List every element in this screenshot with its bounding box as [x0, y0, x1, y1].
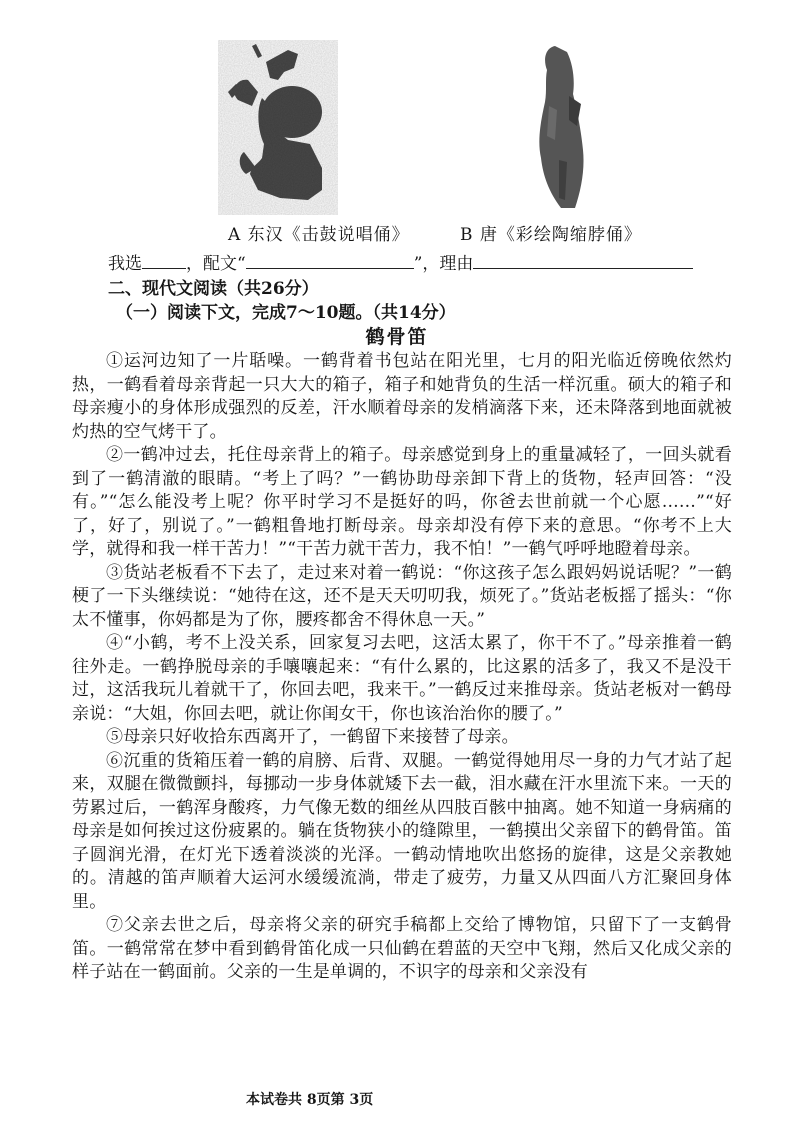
figure-a-caption: A 东汉《击鼓说唱俑》 [228, 225, 410, 245]
part1-instruction: （一）阅读下文，完成7～10题。（共14分） [116, 303, 456, 323]
reason-blank[interactable] [473, 252, 693, 269]
choice-blank[interactable] [142, 252, 186, 269]
drumming-storyteller-figurine-image [218, 40, 338, 215]
article-body [72, 350, 732, 985]
answer-line-reason: ”，理由 [413, 254, 474, 274]
section2-heading: 二、现代文阅读（共26分） [108, 279, 319, 299]
caption-blank[interactable] [246, 252, 414, 269]
paragraph-7: ⑦父亲去世之后，母亲将父亲的研究手稿都上交给了博物馆，只留下了一支鹤骨笛。一鹤常常在梦中看到鹤骨笛化成一只仙鹤在碧蓝的天空中飞翔，然后又化成父亲的样子站在一鹤面前。父亲的一生是单调的，不识字的母亲和父亲没有 [72, 915, 732, 982]
page-footer: 本试卷共 8页第 3页 [246, 1092, 374, 1108]
answer-line-caption: ，配文“ [186, 254, 246, 274]
article-title: 鹤骨笛 [365, 326, 429, 348]
paragraph-4: ④“小鹤，考不上没关系，回家复习去吧，这活太累了，你干不了。”母亲推着一鹤往外走。一鹤挣脱母亲的手嚷嚷起来：“有什么累的，比这累的活多了，我又不是没干过，这活我玩儿着就干了，你回去吧，我来干。”一鹤反过来推母亲。货站老板对一鹤母亲说：“大姐，你回去吧，就让你闺女干，你也该治治你的腰了。” [72, 633, 732, 724]
painted-pottery-figurine-image [515, 40, 610, 215]
paragraph-5: ⑤母亲只好收拾东西离开了，一鹤留下来接替了母亲。 [106, 727, 519, 747]
figure-b-caption: B 唐《彩绘陶缩脖俑》 [460, 225, 642, 245]
paragraph-6: ⑥沉重的货箱压着一鹤的肩膀、后背、双腿。一鹤觉得她用尽一身的力气才站了起来，双腿在微微颤抖，每挪动一步身体就矮下去一截，泪水藏在汗水里流下来。一天的劳累过后，一鹤浑身酸疼，力气像无数的细丝从四肢百骸中抽离。她不知道一身病痛的母亲是如何挨过这份疲累的。躺在货物狭小的缝隙里，一鹤摸出父亲留下的鹤骨笛。笛子圆润光滑，在灯光下透着淡淡的光泽。一鹤动情地吹出悠扬的旋律，这是父亲教她的。清越的笛声顺着大运河水缓缓流淌，带走了疲劳，力量又从四面八方汇聚回身体里。 [72, 750, 732, 912]
paragraph-2: ②一鹤冲过去，托住母亲背上的箱子。母亲感觉到身上的重量减轻了，一回头就看到了一鹤清澈的眼睛。“考上了吗？”一鹤协助母亲卸下背上的货物，轻声回答：“没有。”“怎么能没考上呢？你平时学习不是挺好的吗，你爸去世前就一个心愿……”“好了，好了，别说了。”一鹤粗鲁地打断母亲。母亲却没有停下来的意思。“你考不上大学，就得和我一样干苦力！”“干苦力就干苦力，我不怕！”一鹤气呼呼地瞪着母亲。 [72, 445, 732, 559]
paragraph-3: ③货站老板看不下去了，走过来对着一鹤说：“你这孩子怎么跟妈妈说话呢？”一鹤梗了一下头继续说：“她待在这，还不是天天叨叨我，烦死了。”货站老板摇了摇头：“你太不懂事，你妈都是为了你，腰疼都舍不得休息一天。” [72, 562, 732, 630]
paragraph-1: ①运河边知了一片聒噪。一鹤背着书包站在阳光里，七月的阳光临近傍晚依然灼热，一鹤看着母亲背起一只大大的箱子，箱子和她背负的生活一样沉重。硕大的箱子和母亲瘦小的身体形成强烈的反差，汗水顺着母亲的发梢滴落下来，还未降落到地面就被灼热的空气烤干了。 [72, 351, 732, 442]
answer-line [108, 249, 693, 274]
answer-line-choose: 我选 [108, 254, 142, 274]
